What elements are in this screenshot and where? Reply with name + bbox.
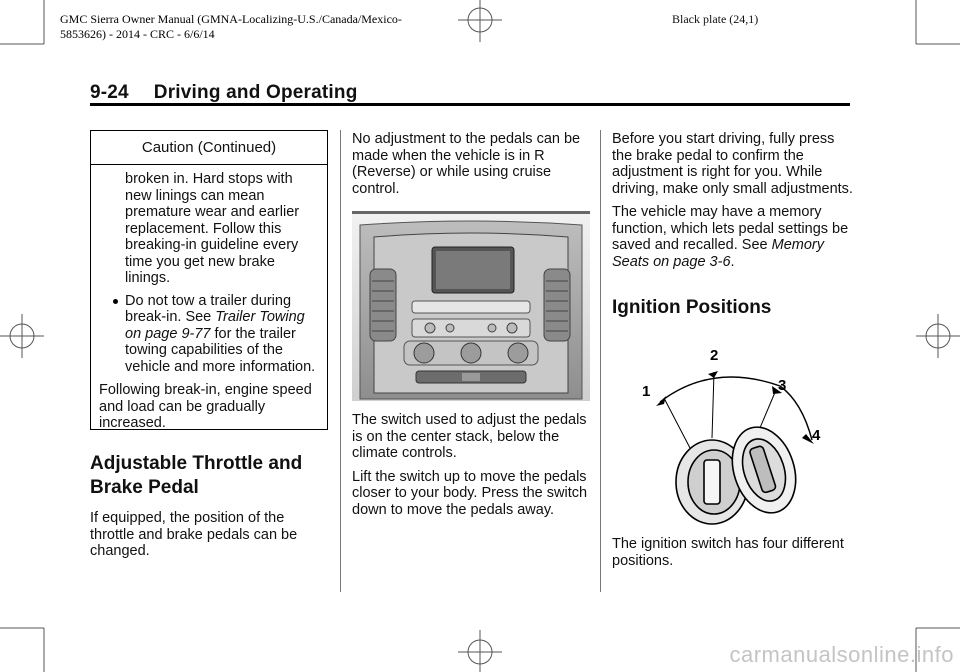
plate-label: Black plate (24,1) [672, 12, 759, 26]
left-vent [370, 269, 396, 341]
adjustable-pedal-para: If equipped, the position of the throttle and brake pedals can be changed. [90, 510, 298, 559]
ignition-label-1: 1 [642, 383, 651, 400]
ignition-heading: Ignition Positions [612, 297, 772, 318]
section-title: Driving and Operating [153, 82, 358, 103]
print-header-line2: 5853626) - 2014 - CRC - 6/6/14 [60, 27, 215, 41]
caution-box [90, 130, 328, 430]
middle-column-top [352, 131, 592, 204]
adjustable-pedal-section [90, 452, 330, 567]
climate-knobs [414, 343, 528, 363]
trailer-towing-link[interactable]: Trailer Towing on page 9-77 [125, 309, 305, 342]
ignition-caption: The ignition switch has four different positions. [612, 536, 844, 569]
memory-seats-link[interactable]: Memory Seats on page 3-6 [612, 237, 824, 270]
caution-bullet: Do not tow a trailer during break-in. See Trailer Towing on page 9-77 for the trailer towing capabilities of the vehicle and more information. [99, 293, 319, 376]
bullet-icon [113, 299, 118, 304]
page-number: 9-24 [90, 82, 129, 103]
section-heading [90, 82, 358, 104]
heading-rule [90, 103, 850, 106]
column-divider-2 [600, 130, 601, 592]
middle-column-bottom [352, 412, 592, 525]
ignition-label-3: 3 [778, 377, 787, 394]
pedal-confirm-para: Before you start driving, fully press the brake pedal to confirm the adjustment is right for you. While driving, make only small adjustments. [612, 131, 853, 197]
column-divider-1 [340, 130, 341, 592]
caution-heading: Caution (Continued) [91, 131, 327, 165]
print-header [60, 12, 480, 42]
right-vent [544, 269, 570, 341]
caution-closing: Following break-in, engine speed and load can be gradually increased. [99, 382, 312, 431]
print-header-line1: GMC Sierra Owner Manual (GMNA-Localizing-U.S./Canada/Mexico- [60, 12, 402, 26]
center-stack-figure [352, 211, 590, 401]
caution-continued-text: broken in. Hard stops with new linings can mean premature wear and earlier replacement. Follow this breaking-in guideline every time you get new brake linings. [125, 171, 300, 286]
memory-para: The vehicle may have a memory function, which lets pedal settings be saved and recalled. See Memory Seats on page 3-6. [612, 204, 849, 270]
ignition-label-2: 2 [710, 347, 719, 364]
pedal-switch-instructions: Lift the switch up to move the pedals closer to your body. Press the switch down to move the pedals away. [352, 468, 588, 518]
pedal-restriction-para: No adjustment to the pedals can be made when the vehicle is in R (Reverse) or while using cruise control. [352, 131, 581, 197]
adjustable-pedal-heading: Adjustable Throttle and Brake Pedal [90, 453, 303, 498]
right-column-top [612, 131, 854, 277]
ignition-figure [612, 338, 850, 528]
watermark-logo: carmanualsonline.info [729, 642, 954, 667]
ignition-caption-block [612, 536, 854, 576]
ignition-label-4: 4 [812, 427, 821, 444]
pedal-switch-caption: The switch used to adjust the pedals is on the center stack, below the climate controls. [352, 412, 587, 461]
